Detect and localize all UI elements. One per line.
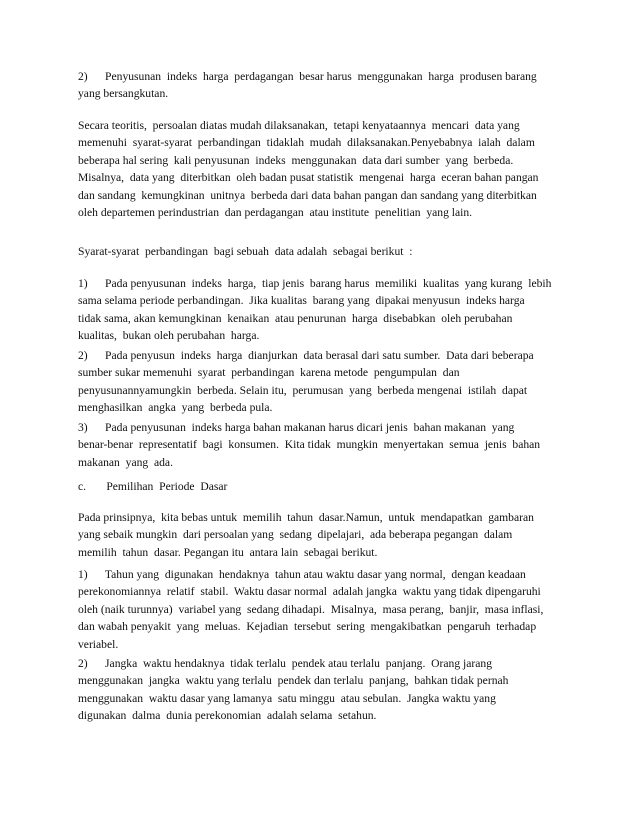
text-line: yang bersangkutan. — [78, 87, 169, 101]
paragraph-secara-teoritis — [78, 117, 568, 221]
text-line: Secara teoritis, persoalan diatas mudah dilaksanakan, tetapi kenyataannya mencari data yang — [78, 119, 520, 132]
text-line: 2) Pada penyusun indeks harga dianjurkan data berasal dari satu sumber. Data dari beberapa — [78, 349, 534, 362]
paragraph-penyusunan-indeks-perdagangan — [78, 68, 568, 103]
text-line: digunakan dalma dunia perekonomian adalah selama setahun. — [78, 709, 377, 723]
text-line: 1) Pada penyusunan indeks harga, tiap jenis barang harus memiliki kualitas yang kurang lebih — [78, 277, 552, 290]
text-line: Syarat-syarat perbandingan bagi sebuah data adalah sebagai berikut : — [78, 245, 413, 258]
text-line: memilih tahun dasar. Pegangan itu antara lain sebagai berikut. — [78, 545, 378, 559]
text-line: sumber sukar memenuhi syarat perbandingan karena metode pengumpulan dan — [78, 366, 460, 380]
text-line: sama selama periode perbandingan. Jika kualitas barang yang dipakai menyusun indeks harga — [78, 294, 525, 308]
list-item-tahun-normal — [78, 566, 568, 653]
text-line: 1) Tahun yang digunakan hendaknya tahun atau waktu dasar yang normal, dengan keadaan — [78, 568, 526, 581]
text-line: dan sandang kemungkinan unitnya berbeda dari data bahan pangan dan sandang yang diterbitkan — [78, 188, 537, 202]
text-line: veriabel. — [78, 637, 119, 651]
paragraph-syarat-perbandingan — [78, 243, 568, 260]
list-item-bahan-makanan — [78, 419, 568, 471]
text-line: menghasilkan angka yang berbeda pula. — [78, 401, 273, 415]
text-line: perekonomiannya relatif stabil. Waktu dasar normal adalah jangka waktu yang tidak dipengaruhi — [78, 585, 541, 599]
text-line: beberapa hal sering kali penyusunan indeks menggunakan data dari sumber yang berbeda. — [78, 153, 514, 167]
text-line: Pada prinsipnya, kita bebas untuk memilih tahun dasar.Namun, untuk mendapatkan gambaran — [78, 511, 534, 524]
text-line: Misalnya, data yang diterbitkan oleh badan pusat statistik mengenai harga eceran bahan pangan — [78, 171, 539, 185]
text-line: penyusunannyamungkin berbeda. Selain itu, perumusan yang berbeda mengenai istilah dapat — [78, 383, 528, 397]
text-line: 2) Jangka waktu hendaknya tidak terlalu pendek atau terlalu panjang. Orang jarang — [78, 657, 493, 670]
list-item-kualitas — [78, 275, 568, 345]
text-line: 2) Penyusunan indeks harga perdagangan besar harus menggunakan harga produsen barang — [78, 70, 537, 83]
text-line: oleh departemen perindustrian dan perdagangan atau institute penelitian yang lain. — [78, 206, 473, 220]
text-line: tidak sama, akan kemungkinan kenaikan atau penurunan harga disebabkan oleh perubahan — [78, 311, 513, 325]
text-line: 3) Pada penyusunan indeks harga bahan makanan harus dicari jenis bahan makanan yang — [78, 421, 515, 434]
text-line: makanan yang ada. — [78, 455, 173, 469]
text-line: c. Pemilihan Periode Dasar — [78, 480, 228, 493]
list-item-jangka-waktu — [78, 655, 568, 725]
text-line: menggunakan waktu dasar yang lamanya satu minggu atau sebulan. Jangka waktu yang — [78, 691, 496, 705]
text-line: oleh (naik turunnya) variabel yang sedang dihadapi. Misalnya, masa perang, banjir, masa inflasi, — [78, 602, 544, 616]
text-line: memenuhi syarat-syarat perbandingan tidaklah mudah dilaksanakan.Penyebabnya ialah dalam — [78, 136, 535, 150]
section-heading-pemilihan-periode-dasar — [78, 478, 568, 495]
text-line: dan wabah penyakit yang meluas. Kejadian tersebut sering mengakibatkan pengaruh terhadap — [78, 620, 537, 634]
paragraph-pada-prinsipnya — [78, 509, 568, 561]
list-item-satu-sumber — [78, 347, 568, 417]
text-line: benar-benar representatif bagi konsumen. Kita tidak mungkin menyertakan semua jenis bahan — [78, 438, 541, 452]
text-line: kualitas, bukan oleh perubahan harga. — [78, 329, 260, 343]
text-line: menggunakan jangka waktu yang terlalu pendek dan terlalu panjang, bahkan tidak pernah — [78, 674, 509, 688]
text-line: yang sebaik mungkin dari persoalan yang sedang dipelajari, ada beberapa pegangan dalam — [78, 528, 513, 542]
